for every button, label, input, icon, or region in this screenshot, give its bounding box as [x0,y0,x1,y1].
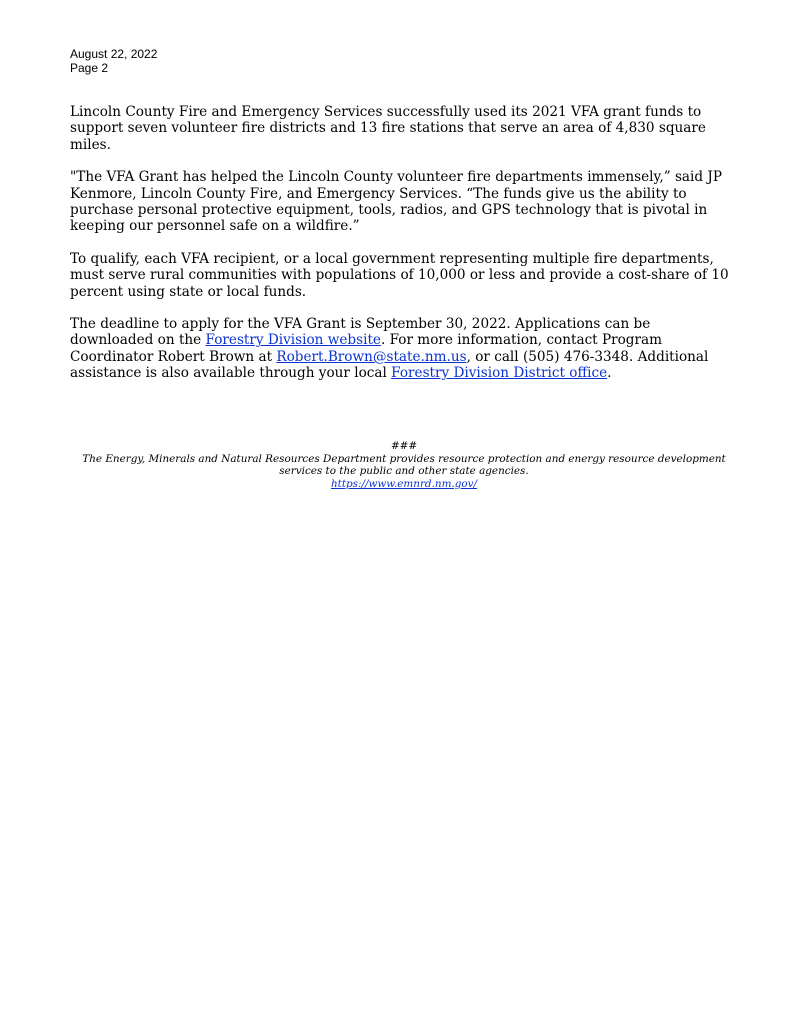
footer-description: The Energy, Minerals and Natural Resources Department provides resource protection and energy resource development services to the public and other state agencies. [82,452,726,478]
footer-url-link[interactable]: https://www.emnrd.nm.gov/ [330,477,478,490]
page-footer [70,440,738,490]
paragraph-4-text-3: , or call (505) 476-3348. Additional assistance is also available through your local [70,348,709,382]
header-date: August 22, 2022 [70,47,158,61]
paragraph-3: To qualify, each VFA recipient, or a local government representing multiple fire departments, must serve rural communities with populations of 10,000 or less and provide a cost-share of 10 percent using state or local funds. [70,250,729,300]
header-page-number: Page 2 [70,61,109,75]
paragraph-4 [70,316,730,382]
paragraph-4-text-1: The deadline to apply for the VFA Grant is September 30, 2022. Applications can be downloaded on the [70,316,651,349]
district-office-link[interactable]: Forestry Division District office [391,365,608,382]
page-header [70,47,157,75]
paragraph-2: "The VFA Grant has helped the Lincoln County volunteer fire departments immensely,” said JP Kenmore, Lincoln County Fire, and Emergency Services. “The funds give us the ability to purchase personal protective equipment, tools, radios, and GPS technology that is pivotal in keeping our personnel safe on a wildfire.” [70,169,723,235]
paragraph-1: Lincoln County Fire and Emergency Services successfully used its 2021 VFA grant funds to support seven volunteer fire districts and 13 fire stations that serve an area of 4,830 square miles. [70,104,706,153]
footer-marker: ### [390,440,418,452]
body-text [70,104,730,398]
paragraph-4-text-4: . [607,365,612,382]
paragraph-4-text-2: . For more information, contact Program Coordinator Robert Brown at [70,332,662,365]
email-link[interactable]: Robert.Brown@state.nm.us [276,348,467,365]
forestry-division-website-link[interactable]: Forestry Division website [205,332,381,349]
